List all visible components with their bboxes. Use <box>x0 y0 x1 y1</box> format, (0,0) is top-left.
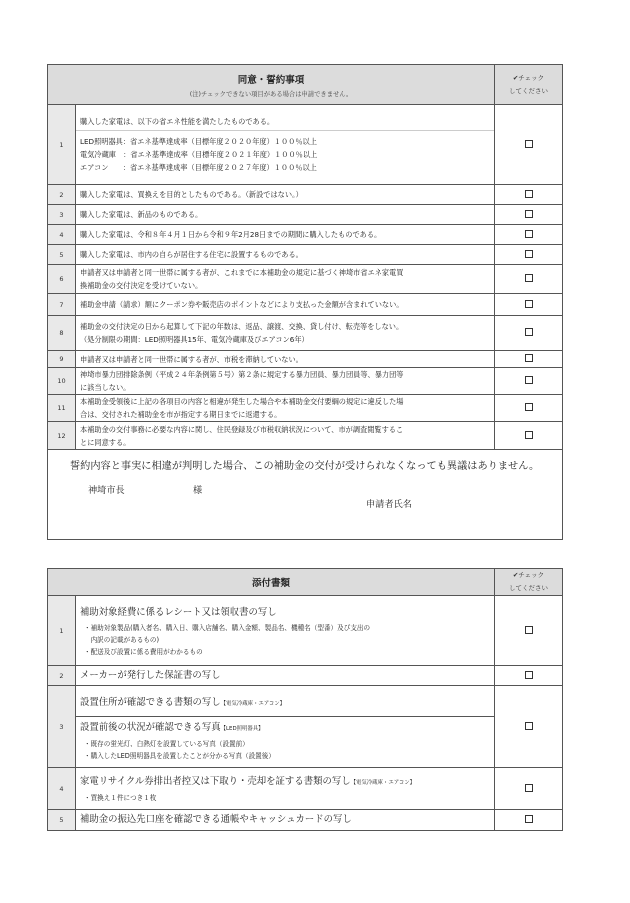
consent-header <box>48 65 495 105</box>
check-header-line2: してください <box>509 584 548 592</box>
row-text: 申請者又は申請者と同一世帯に属する者が、市税を滞納していない。 <box>80 354 303 364</box>
row-number: 4 <box>48 225 76 245</box>
checkbox-icon[interactable] <box>525 328 533 336</box>
checkbox-icon[interactable] <box>525 250 533 258</box>
table-row <box>48 422 563 450</box>
row-subsection <box>76 691 494 717</box>
row-text: 購入した家電は、市内の自らが居住する住宅に設置するものである。 <box>80 250 303 259</box>
signature-area <box>48 474 562 520</box>
consent-checkbox-1[interactable] <box>495 105 563 185</box>
checkbox-icon[interactable] <box>525 403 533 411</box>
attachments-header <box>48 569 495 596</box>
row-text: 申請者又は申請者と同一世帯に属する者が、これまでに本補助金の規定に基づく神埼市省エネ家電買 <box>80 268 404 277</box>
table-row <box>48 810 563 831</box>
table-row <box>48 666 563 686</box>
row-number: 2 <box>48 666 76 686</box>
attachments-table <box>47 568 563 831</box>
row-number: 1 <box>48 105 76 185</box>
row-text: 購入した家電は、令和８年４月１日から令和９年2月28日までの期間に購入したものである。 <box>80 230 382 239</box>
consent-checkbox-5[interactable] <box>495 245 563 265</box>
table-row <box>48 596 563 666</box>
row-subtext: ・補助対象製品(購入者名、購入日、購入店舗名、購入金額、製品名、機種名（型番）及び支出の <box>84 623 371 632</box>
checkbox-icon[interactable] <box>525 376 533 384</box>
row-text: LED照明器具：省エネ基準達成率（目標年度２０２０年度）１００％以上 <box>80 137 317 146</box>
consent-checkbox-4[interactable] <box>495 225 563 245</box>
pledge-text: 誓約内容と事実に相違が判明した場合、この補助金の交付が受けられなくなっても異議はありません。 <box>70 461 540 472</box>
table-row <box>48 265 563 294</box>
row-subtext: ・購入したLED照明器具を設置したことが分かる写真（設置後） <box>84 752 275 760</box>
attachment-checkbox-4[interactable] <box>495 768 563 810</box>
checkbox-icon[interactable] <box>525 190 533 198</box>
row-number: 10 <box>48 368 76 395</box>
row-text: 補助金の振込先口座を確認できる通帳やキャッシュカードの写し <box>80 814 352 825</box>
checkbox-icon[interactable] <box>525 140 533 148</box>
table-row <box>48 225 563 245</box>
row-subtext: ・買換え１件につき１枚 <box>84 794 157 802</box>
checkbox-icon[interactable] <box>525 431 533 439</box>
row-text: エアコン ：省エネ基準達成率（目標年度２０２７年度）１００％以上 <box>80 163 317 172</box>
consent-checkbox-9[interactable] <box>495 351 563 368</box>
row-subtext: ・既存の蛍光灯、白熱灯を設置している写真（設置前） <box>84 740 249 748</box>
attachment-checkbox-5[interactable] <box>495 810 563 831</box>
row-number: 9 <box>48 351 76 368</box>
divider <box>76 130 494 131</box>
consent-checkbox-10[interactable] <box>495 368 563 395</box>
row-text: メーカーが発行した保証書の写し <box>80 669 221 681</box>
row-text: 神埼市暴力団排除条例（平成２４年条例第５号）第２条に規定する暴力団員、暴力団員等、暴力団等 <box>80 370 404 379</box>
attachment-checkbox-2[interactable] <box>495 666 563 686</box>
row-number: 7 <box>48 294 76 316</box>
checkbox-icon[interactable] <box>525 210 533 218</box>
row-text: 補助金の交付決定の日から起算して下記の年数は、返品、譲渡、交換、貸し付け、転売等をしない。 <box>80 322 404 331</box>
row-text: （処分制限の期間：LED照明器具15年、電気冷蔵庫及びエアコン6年） <box>80 335 309 344</box>
row-text-group <box>76 773 494 792</box>
checkbox-icon[interactable] <box>525 626 533 634</box>
row-subtext: 内訳の記載があるもの) <box>84 635 160 644</box>
check-header-line1: ✔チェック <box>512 73 545 82</box>
row-tag: 【LED照明器具】 <box>220 726 264 732</box>
row-number: 6 <box>48 265 76 294</box>
row-number: 1 <box>48 596 76 666</box>
consent-header-row <box>48 65 563 105</box>
check-header-line2: してください <box>509 86 548 95</box>
table-row <box>48 316 563 351</box>
row-text: 設置住所が確認できる書類の写し <box>80 697 221 708</box>
row-text-group <box>76 719 494 738</box>
table-row <box>48 294 563 316</box>
row-text: 設置前後の状況が確認できる写真 <box>80 722 221 733</box>
checkbox-icon[interactable] <box>525 354 533 362</box>
checkbox-icon[interactable] <box>525 815 533 823</box>
table-row <box>48 185 563 205</box>
consent-table <box>47 64 563 540</box>
row-text: 本補助金受領後に上記の各項目の内容と相違が発生した場合や本補助金交付要綱の規定に違反した場 <box>80 397 404 406</box>
row-text: 電気冷蔵庫 ：省エネ基準達成率（目標年度２０２１年度）１００％以上 <box>80 150 318 159</box>
row-number: 5 <box>48 245 76 265</box>
consent-note: (注)チェックできない項目がある場合は申請できません。 <box>189 90 353 98</box>
row-number: 4 <box>48 768 76 810</box>
row-number: 3 <box>48 205 76 225</box>
row-number: 12 <box>48 422 76 450</box>
row-tag: 【電気冷蔵庫・エアコン】 <box>220 701 286 707</box>
table-row <box>48 395 563 422</box>
consent-checkbox-2[interactable] <box>495 185 563 205</box>
checkbox-icon[interactable] <box>525 722 533 730</box>
applicant-name-label: 申請者氏名 <box>366 499 412 510</box>
checkbox-icon[interactable] <box>525 230 533 238</box>
table-row <box>48 105 563 185</box>
table-row <box>48 245 563 265</box>
row-text-group <box>76 694 494 713</box>
honorific-label: 様 <box>193 485 203 496</box>
checkbox-icon[interactable] <box>525 274 533 282</box>
table-row <box>48 768 563 810</box>
row-text: とに同意する。 <box>80 437 131 447</box>
row-number: 5 <box>48 810 76 831</box>
table-row <box>48 686 563 768</box>
attachments-check-header <box>495 569 563 596</box>
attachment-checkbox-1[interactable] <box>495 596 563 666</box>
attachments-header-row <box>48 569 563 596</box>
row-number: 2 <box>48 185 76 205</box>
consent-checkbox-8[interactable] <box>495 316 563 351</box>
checkbox-icon[interactable] <box>525 671 533 679</box>
row-text: 購入した家電は、新品のものである。 <box>80 210 203 219</box>
pledge-block <box>48 450 563 540</box>
consent-check-header <box>495 65 563 105</box>
mayor-label: 神埼市長 <box>88 485 125 496</box>
row-text: に該当しない。 <box>80 383 131 392</box>
table-row <box>48 351 563 368</box>
consent-checkbox-12[interactable] <box>495 422 563 450</box>
row-content <box>76 105 495 185</box>
row-subtext: ・配送及び設置に係る費用がわかるもの <box>84 647 203 656</box>
row-text: 合は、交付された補助金を市が指定する期日までに返還する。 <box>80 410 282 419</box>
check-header-line1: ✔チェック <box>512 571 545 579</box>
checkbox-icon[interactable] <box>525 784 533 792</box>
consent-checkbox-11[interactable] <box>495 395 563 422</box>
pledge-row <box>48 450 563 540</box>
row-number: 3 <box>48 686 76 768</box>
attachment-checkbox-3[interactable] <box>495 686 563 768</box>
row-text: 購入した家電は、買換えを目的としたものである。（新設ではない。） <box>80 190 303 199</box>
row-text: 本補助金の交付事務に必要な内容に関し、住民登録及び市税収納状況について、市が調査閲覧するこ <box>80 424 404 434</box>
consent-checkbox-7[interactable] <box>495 294 563 316</box>
consent-checkbox-3[interactable] <box>495 205 563 225</box>
row-text: 換補助金の交付決定を受けていない。 <box>80 281 203 290</box>
row-text: 補助金申請（請求）額にクーポン券や販売店のポイントなどにより支払った金額が含まれていない。 <box>80 300 404 309</box>
table-row <box>48 368 563 395</box>
row-subsection <box>76 717 494 762</box>
checkbox-icon[interactable] <box>525 300 533 308</box>
row-number: 11 <box>48 395 76 422</box>
row-text: 家電リサイクル券排出者控又は下取り・売却を証する書類の写し <box>80 776 351 787</box>
table-row <box>48 205 563 225</box>
consent-title: 同意・誓約事項 <box>237 74 305 86</box>
consent-checkbox-6[interactable] <box>495 265 563 294</box>
row-tag: 【電気冷蔵庫・エアコン】 <box>350 780 415 786</box>
row-text: 購入した家電は、以下の省エネ性能を満たしたものである。 <box>80 117 275 126</box>
row-number: 8 <box>48 316 76 351</box>
row-text: 補助対象経費に係るレシート又は領収書の写し <box>80 606 277 618</box>
attachments-title: 添付書類 <box>251 578 290 589</box>
